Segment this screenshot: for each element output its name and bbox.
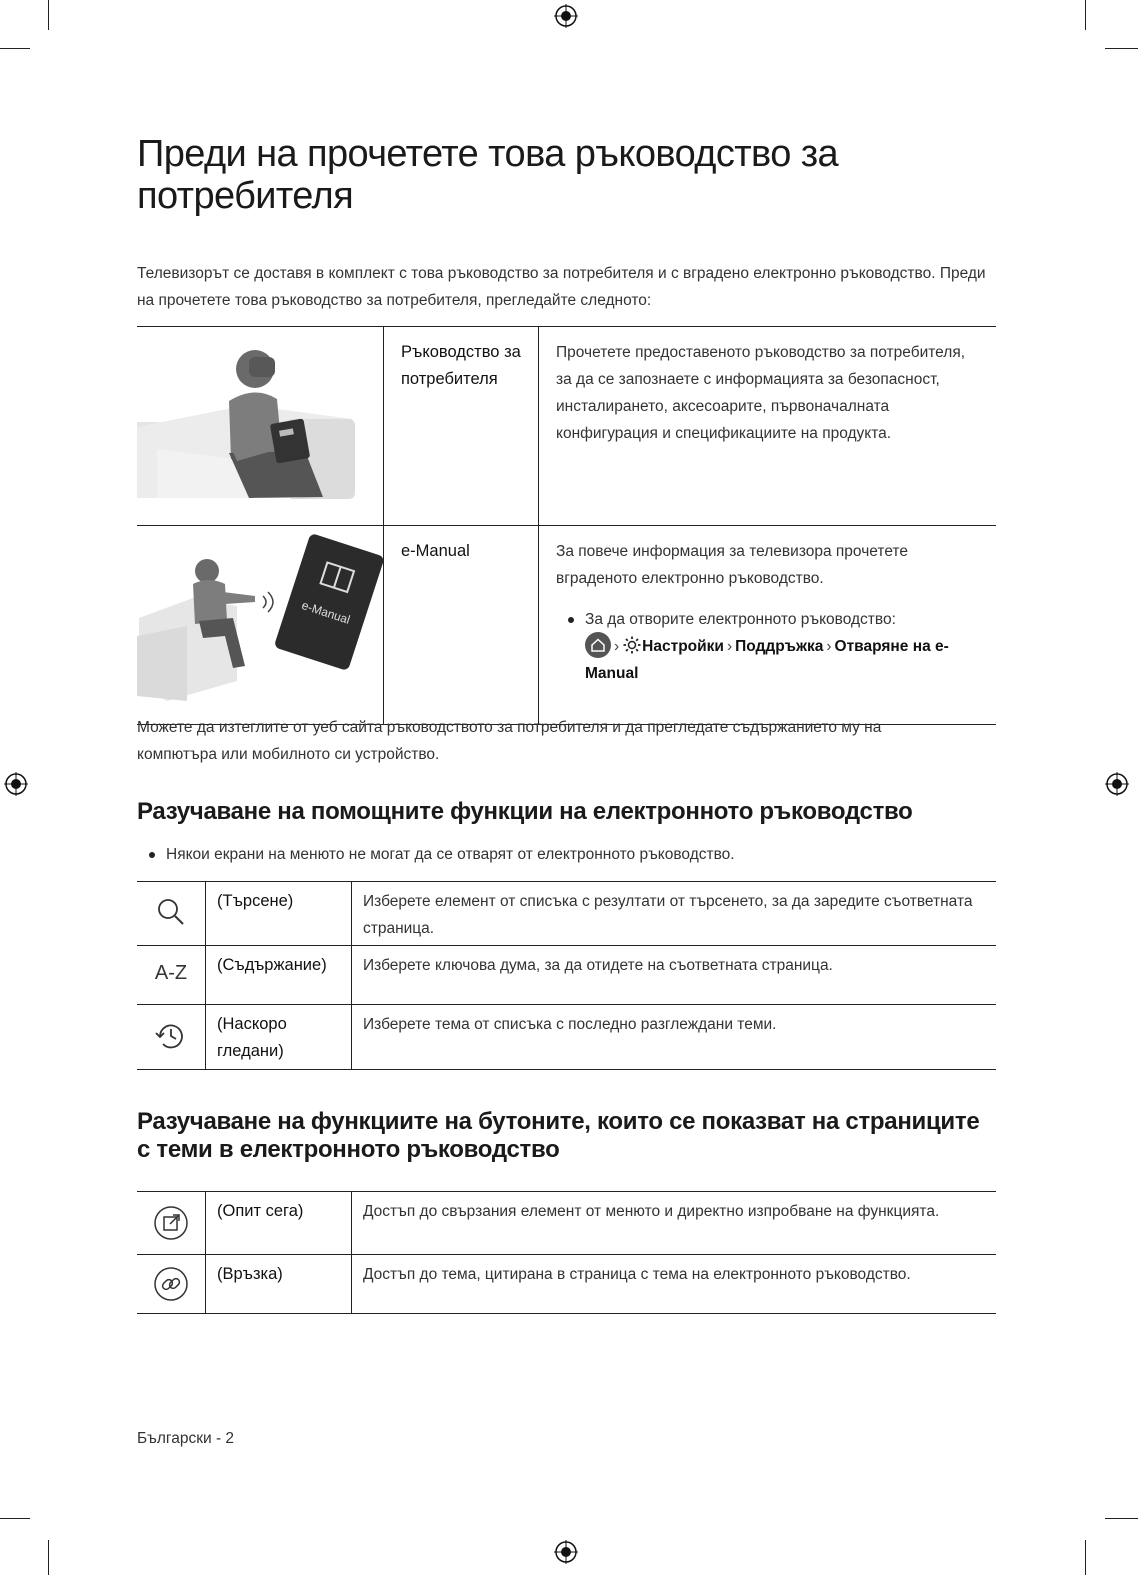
- user-reading-manual-illustration: [137, 327, 383, 516]
- function-description: Достъп до свързания елемент от менюто и директно изпробване на функцията.: [352, 1192, 997, 1255]
- function-label: (Търсене): [206, 882, 352, 946]
- page-title: Преди на прочетете това ръководство за потребителя: [137, 133, 839, 217]
- crop-mark: [48, 0, 49, 30]
- note-text: Някои екрани на менюто не могат да се отварят от електронното ръководство.: [166, 846, 735, 863]
- function-label: (Съдържание): [206, 946, 352, 1005]
- e-manual-description: За повече информация за телевизора прочетете вграденото електронно ръководство.: [556, 543, 908, 587]
- history-icon: [154, 1019, 188, 1053]
- crop-mark: [1105, 48, 1138, 49]
- section-note: [137, 841, 735, 868]
- illustration-cell: [137, 327, 384, 526]
- crop-mark: [1085, 1540, 1086, 1575]
- table-row: [137, 1255, 996, 1314]
- registration-mark-icon: [4, 772, 28, 796]
- bullet-item: [556, 606, 981, 687]
- page-number: Български - 2: [137, 1430, 235, 1447]
- registration-mark-icon: [554, 4, 578, 28]
- table-row: [137, 327, 996, 526]
- search-icon: [154, 895, 188, 929]
- manual-label: Ръководство за потребителя: [384, 327, 539, 526]
- function-description: Изберете тема от списъка с последно разглеждани теми.: [352, 1005, 997, 1070]
- link-icon: [153, 1266, 189, 1302]
- crop-mark: [0, 1518, 30, 1519]
- table-row: [137, 882, 996, 946]
- table-row: [137, 1192, 996, 1255]
- table-row: [137, 1005, 996, 1070]
- menu-path-open-e-manual: Отваряне на e-Manual: [585, 638, 949, 682]
- crop-mark: [1105, 1518, 1138, 1519]
- home-icon: [585, 632, 611, 658]
- function-label: (Наскоро гледани): [206, 1005, 352, 1070]
- help-functions-table: [137, 881, 996, 1070]
- download-note: Можете да изтеглите от уеб сайта ръководството за потребителя и да прегледате съдържанието му на компютъра или мобилното си устройство.: [137, 719, 882, 763]
- button-functions-table: [137, 1191, 996, 1314]
- icon-cell: [137, 882, 206, 946]
- crop-mark: [0, 48, 30, 49]
- function-description: Изберете ключова дума, за да отидете на съответната страница.: [352, 946, 997, 1005]
- icon-cell: [137, 1005, 206, 1070]
- illustration-cell: [137, 526, 384, 725]
- chevron-right-icon: ›: [614, 638, 620, 655]
- tv-screen-label: e-Manual: [299, 598, 352, 627]
- manual-description: Прочетете предоставеното ръководство за потребителя, за да се запознаете с информацията за безопасност, инсталирането, аксесоарите, първоначалната конфигурация и спецификациите на продукта.: [539, 327, 997, 526]
- function-label: (Връзка): [206, 1255, 352, 1314]
- chevron-right-icon: ›: [826, 638, 832, 655]
- table-row: [137, 946, 996, 1005]
- function-description: Достъп до тема, цитирана в страница с тема на електронното ръководство.: [352, 1255, 997, 1314]
- manual-label: e-Manual: [384, 526, 539, 725]
- section-heading: Разучаване на функциите на бутоните, които се показват на страниците с теми в електронното ръководство: [137, 1108, 980, 1163]
- registration-mark-icon: [1105, 772, 1129, 796]
- icon-cell: [137, 1192, 206, 1255]
- menu-path-settings: Настройки: [642, 638, 724, 655]
- try-now-icon: [153, 1205, 189, 1241]
- bullet-text: За да отворите електронното ръководство:: [585, 611, 896, 628]
- manual-description: [539, 526, 997, 725]
- registration-mark-icon: [554, 1540, 578, 1564]
- table-row: [137, 526, 996, 725]
- intro-text: Телевизорът се доставя в комплект с това ръководство за потребителя и с вградено електронно ръководство. Преди на прочетете това ръководство за потребителя, прегледайте следното:: [137, 265, 986, 309]
- crop-mark: [48, 1540, 49, 1575]
- menu-path-support: Поддръжка: [735, 638, 824, 655]
- icon-cell: [137, 946, 206, 1005]
- user-tv-e-manual-illustration: [137, 526, 383, 715]
- gear-icon: [622, 635, 642, 655]
- function-label: (Опит сега): [206, 1192, 352, 1255]
- icon-cell: [137, 1255, 206, 1314]
- crop-mark: [1085, 0, 1086, 30]
- section-heading: Разучаване на помощните функции на електронното ръководство: [137, 798, 913, 825]
- chevron-right-icon: ›: [726, 638, 733, 655]
- function-description: Изберете елемент от списъка с резултати от търсенето, за да заредите съответната страница.: [352, 882, 997, 946]
- manuals-table: [137, 326, 996, 725]
- a-z-icon: A-Z: [154, 962, 188, 984]
